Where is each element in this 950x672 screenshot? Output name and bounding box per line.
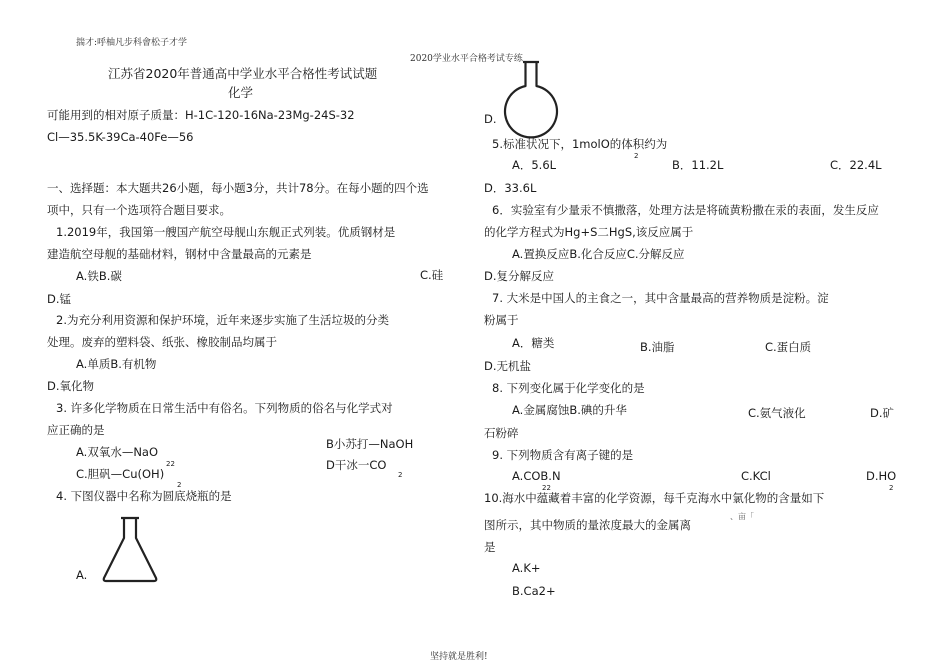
q8-option-ab: A.金属腐蚀B.碘的升华 bbox=[512, 403, 627, 417]
q3-option-d: D干冰一CO bbox=[326, 458, 387, 472]
q3-option-a-subscript: 22 bbox=[166, 460, 175, 468]
q2-stem-line2: 处理。废弃的塑料袋、纸张、橡胶制品均属于 bbox=[47, 335, 277, 349]
q1-stem-line2: 建造航空母舰的基础材料，钢材中含量最高的元素是 bbox=[47, 247, 312, 261]
q1-option-ab: A.铁B.碳 bbox=[76, 269, 122, 283]
q7-option-b: B.油脂 bbox=[640, 340, 675, 354]
q6-option-abc: A.置换反应B.化合反应C.分解反应 bbox=[512, 247, 685, 261]
q5-option-a: A．5.6L bbox=[512, 158, 557, 172]
q2-option-d: D.氧化物 bbox=[47, 379, 95, 393]
section1-line1: 一、选择题：本大题共26小题，每小题3分，共计78分。在每小题的四个选 bbox=[47, 181, 429, 195]
q6-stem-line2: 的化学方程式为Hg+S二HgS,该反应属于 bbox=[484, 225, 694, 239]
q3-option-c-subscript: 2 bbox=[177, 481, 182, 489]
q3-stem-line1: 3. 许多化学物质在日常生活中有俗名。下列物质的俗名与化学式对 bbox=[56, 401, 393, 415]
q6-option-d: D.复分解反应 bbox=[484, 269, 555, 283]
q9-option-ab: A.COB.N bbox=[512, 469, 561, 483]
atomic-masses-line1: 可能用到的相对原子质量：H-1C-120-16Na-23Mg-24S-32 bbox=[47, 108, 355, 122]
q9-stem: 9. 下列物质含有离子键的是 bbox=[492, 448, 634, 462]
q9-option-c: C.KCl bbox=[741, 469, 771, 483]
q7-stem-line1: 7. 大米是中国人的主食之一，其中含量最高的营养物质是淀粉。淀 bbox=[492, 291, 829, 305]
q10-stem-line2: 图所示，其中物质的量浓度最大的金属离 bbox=[484, 518, 691, 532]
q3-stem-line2: 应正确的是 bbox=[47, 423, 105, 437]
q7-option-a: A．糖类 bbox=[512, 336, 555, 350]
q10-option-a: A.K+ bbox=[512, 561, 541, 575]
q8-option-d: D.矿 bbox=[870, 406, 895, 420]
exam-subject: 化学 bbox=[228, 85, 254, 100]
round-bottom-flask-icon bbox=[498, 56, 564, 128]
q2-option-ab: A.单质B.有机物 bbox=[76, 357, 157, 371]
q7-option-c: C.蛋白质 bbox=[765, 340, 812, 354]
q9-option-a-subscript: 22 bbox=[542, 484, 551, 492]
q8-option-d-continued: 石粉碎 bbox=[484, 426, 519, 440]
conical-flask-icon bbox=[100, 514, 160, 584]
exam-title: 江苏省2020年普通高中学业水平合格性考试试题 bbox=[108, 66, 378, 81]
q5-option-c: C．22.4L bbox=[830, 158, 882, 172]
q2-stem-line1: 2.为充分利用资源和保护环境，近年来逐步实施了生活垃圾的分类 bbox=[56, 313, 389, 327]
q5-option-b: B．11.2L bbox=[672, 158, 724, 172]
footer-text: 坚持就是胜利! bbox=[430, 652, 488, 662]
q1-stem-line1: 1.2019年，我国第一艘国产航空母舰山东舰正式列装。优质钢材是 bbox=[56, 225, 396, 239]
q6-stem-line1: 6．实验室有少量汞不慎撒落，处理方法是将硫黄粉撒在汞的表面，发生反应 bbox=[492, 203, 879, 217]
q5-stem-subscript: 2 bbox=[634, 152, 639, 160]
header-center: 2020学业水平合格考试专练 bbox=[410, 54, 523, 64]
q10-stem-line1: 10.海水中蕴藏着丰富的化学资源，每千克海水中氯化物的含量如下 bbox=[484, 491, 825, 505]
q9-option-d: D.HO bbox=[866, 469, 897, 483]
q4-option-a-label: A. bbox=[76, 568, 88, 582]
q7-option-d: D.无机盐 bbox=[484, 359, 532, 373]
atomic-masses-line2: Cl—35.5K-39Ca-40Fe—56 bbox=[47, 130, 194, 144]
q3-option-c: C.胆矾—Cu(OH) bbox=[76, 467, 165, 481]
q10-option-b: B.Ca2+ bbox=[512, 584, 556, 598]
q8-option-c: C.氨气液化 bbox=[748, 406, 806, 420]
q10-note: 、亩「 bbox=[730, 512, 754, 521]
q3-option-b: B小苏打—NaOH bbox=[326, 437, 414, 451]
q3-option-d-subscript: 2 bbox=[398, 471, 403, 479]
header-left: 揣才:呼柚凡步科會松子才学 bbox=[76, 38, 188, 48]
q10-stem-line3: 是 bbox=[484, 540, 496, 554]
q4-stem: 4. 下图仪器中名称为圆底烧瓶的是 bbox=[56, 489, 232, 503]
q9-option-d-subscript: 2 bbox=[889, 484, 894, 492]
q4-option-d-label: D. bbox=[484, 112, 497, 126]
q5-option-d: D．33.6L bbox=[484, 181, 537, 195]
q1-option-d: D.锰 bbox=[47, 292, 72, 306]
section1-line2: 项中，只有一个选项符合题目要求。 bbox=[47, 203, 231, 217]
q7-stem-line2: 粉属于 bbox=[484, 313, 519, 327]
q8-stem: 8. 下列变化属于化学变化的是 bbox=[492, 381, 645, 395]
q1-option-c: C.硅 bbox=[420, 268, 444, 282]
q3-option-a: A.双氧水—NaO bbox=[76, 445, 159, 459]
q5-stem: 5.标准状况下，1molO的体积约为 bbox=[492, 137, 668, 151]
